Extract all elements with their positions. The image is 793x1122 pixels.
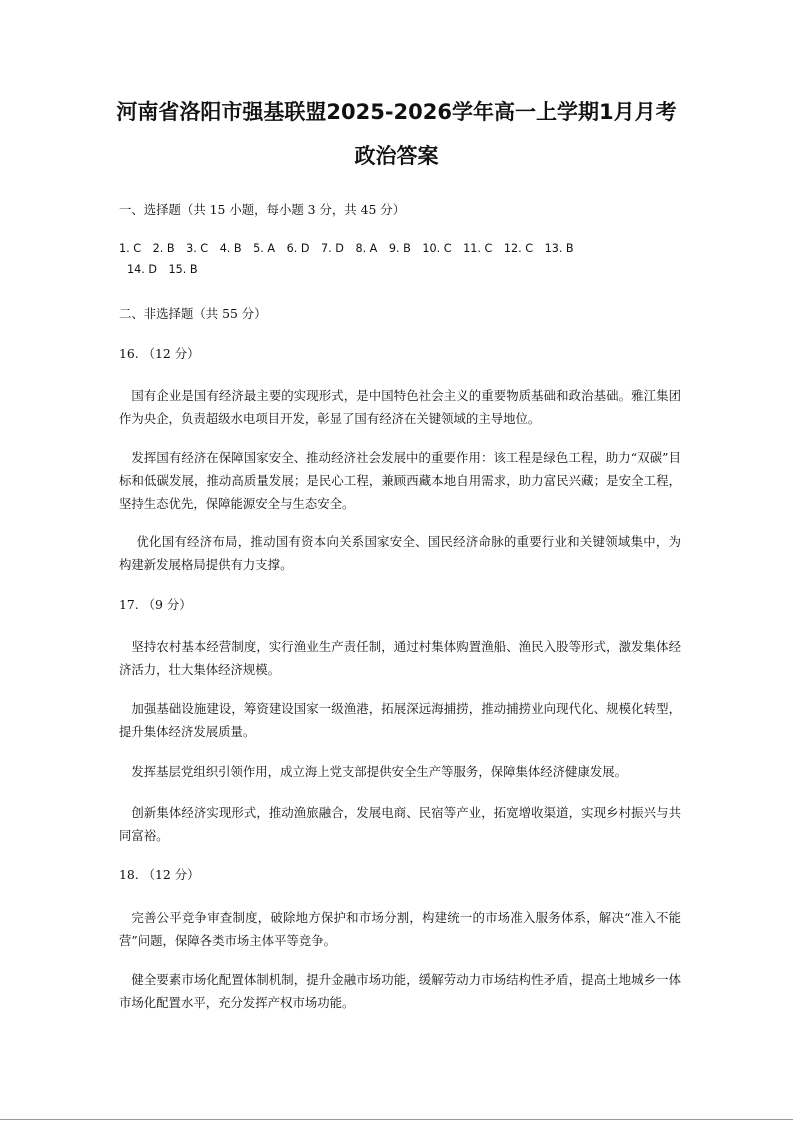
q17-paragraph: 加强基础设施建设，筹资建设国家一级渔港，拓展深远海捕捞，推动捕捞业向现代化、规模化转型，提升集体经济发展质量。 xyxy=(119,701,681,739)
answer-item: 10. C xyxy=(422,242,452,255)
answer-item: 4. B xyxy=(219,242,242,255)
answer-item: 7. D xyxy=(321,242,344,255)
q16-paragraph: 发挥国有经济在保障国家安全、推动经济社会发展中的重要作用：该工程是绿色工程，助力“双碳”目标和低碳发展，推动高质量发展；是民心工程，兼顾西藏本地自用需求，助力富民兴藏；是安全工程，坚持生态优先，保障能源安全与生态安全。 xyxy=(119,450,681,511)
answer-item: 3. C xyxy=(186,242,209,255)
q18-paragraph: 完善公平竞争审查制度，破除地方保护和市场分割，构建统一的市场准入服务体系，解决“准入不能营”问题，保障各类市场主体平等竞争。 xyxy=(119,910,681,948)
answer-item: 13. B xyxy=(544,242,574,255)
answer-item: 1. C xyxy=(119,242,142,255)
q17-paragraph: 发挥基层党组织引领作用，成立海上党支部提供安全生产等服务，保障集体经济健康发展。 xyxy=(131,764,628,779)
q17-paragraph: 创新集体经济实现形式，推动渔旅融合，发展电商、民宿等产业，拓宽增收渠道，实现乡村振兴与共同富裕。 xyxy=(119,805,681,843)
answer-key xyxy=(119,238,679,280)
section2-heading: 二、非选择题（共 55 分） xyxy=(119,306,267,321)
q18-paragraph: 健全要素市场化配置体制机制，提升金融市场功能，缓解劳动力市场结构性矛盾，提高土地城乡一体市场化配置水平，充分发挥产权市场功能。 xyxy=(119,972,681,1010)
page-bottom-divider xyxy=(0,1119,793,1120)
answer-item: 2. B xyxy=(152,242,175,255)
answer-item: 11. C xyxy=(463,242,493,255)
section1-heading: 一、选择题（共 15 小题，每小题 3 分，共 45 分） xyxy=(119,202,406,217)
question-16-label: 16. （12 分） xyxy=(119,346,200,361)
document-subtitle: 政治答案 xyxy=(354,144,439,168)
answer-item: 8. A xyxy=(355,242,378,255)
answer-row-1 xyxy=(119,238,679,259)
answer-row-2 xyxy=(119,259,679,280)
q16-paragraph: 优化国有经济布局，推动国有资本向关系国家安全、国民经济命脉的重要行业和关键领域集中，为构建新发展格局提供有力支撑。 xyxy=(119,534,681,572)
answer-item: 6. D xyxy=(286,242,310,255)
answer-item: 9. B xyxy=(388,242,411,255)
answer-item: 14. D xyxy=(127,263,157,276)
question-17-label: 17. （9 分） xyxy=(119,597,192,612)
document-title: 河南省洛阳市强基联盟2025-2026学年高一上学期1月月考 xyxy=(116,100,677,124)
q17-paragraph: 坚持农村基本经营制度，实行渔业生产责任制，通过村集体购置渔船、渔民入股等形式，激发集体经济活力，壮大集体经济规模。 xyxy=(119,639,681,677)
q16-paragraph: 国有企业是国有经济最主要的实现形式，是中国特色社会主义的重要物质基础和政治基础。雅江集团作为央企，负责超级水电项目开发，彰显了国有经济在关键领域的主导地位。 xyxy=(119,388,681,426)
question-18-label: 18. （12 分） xyxy=(119,867,200,882)
answer-item: 5. A xyxy=(253,242,276,255)
answer-item: 15. B xyxy=(168,263,198,276)
answer-item: 12. C xyxy=(503,242,534,255)
